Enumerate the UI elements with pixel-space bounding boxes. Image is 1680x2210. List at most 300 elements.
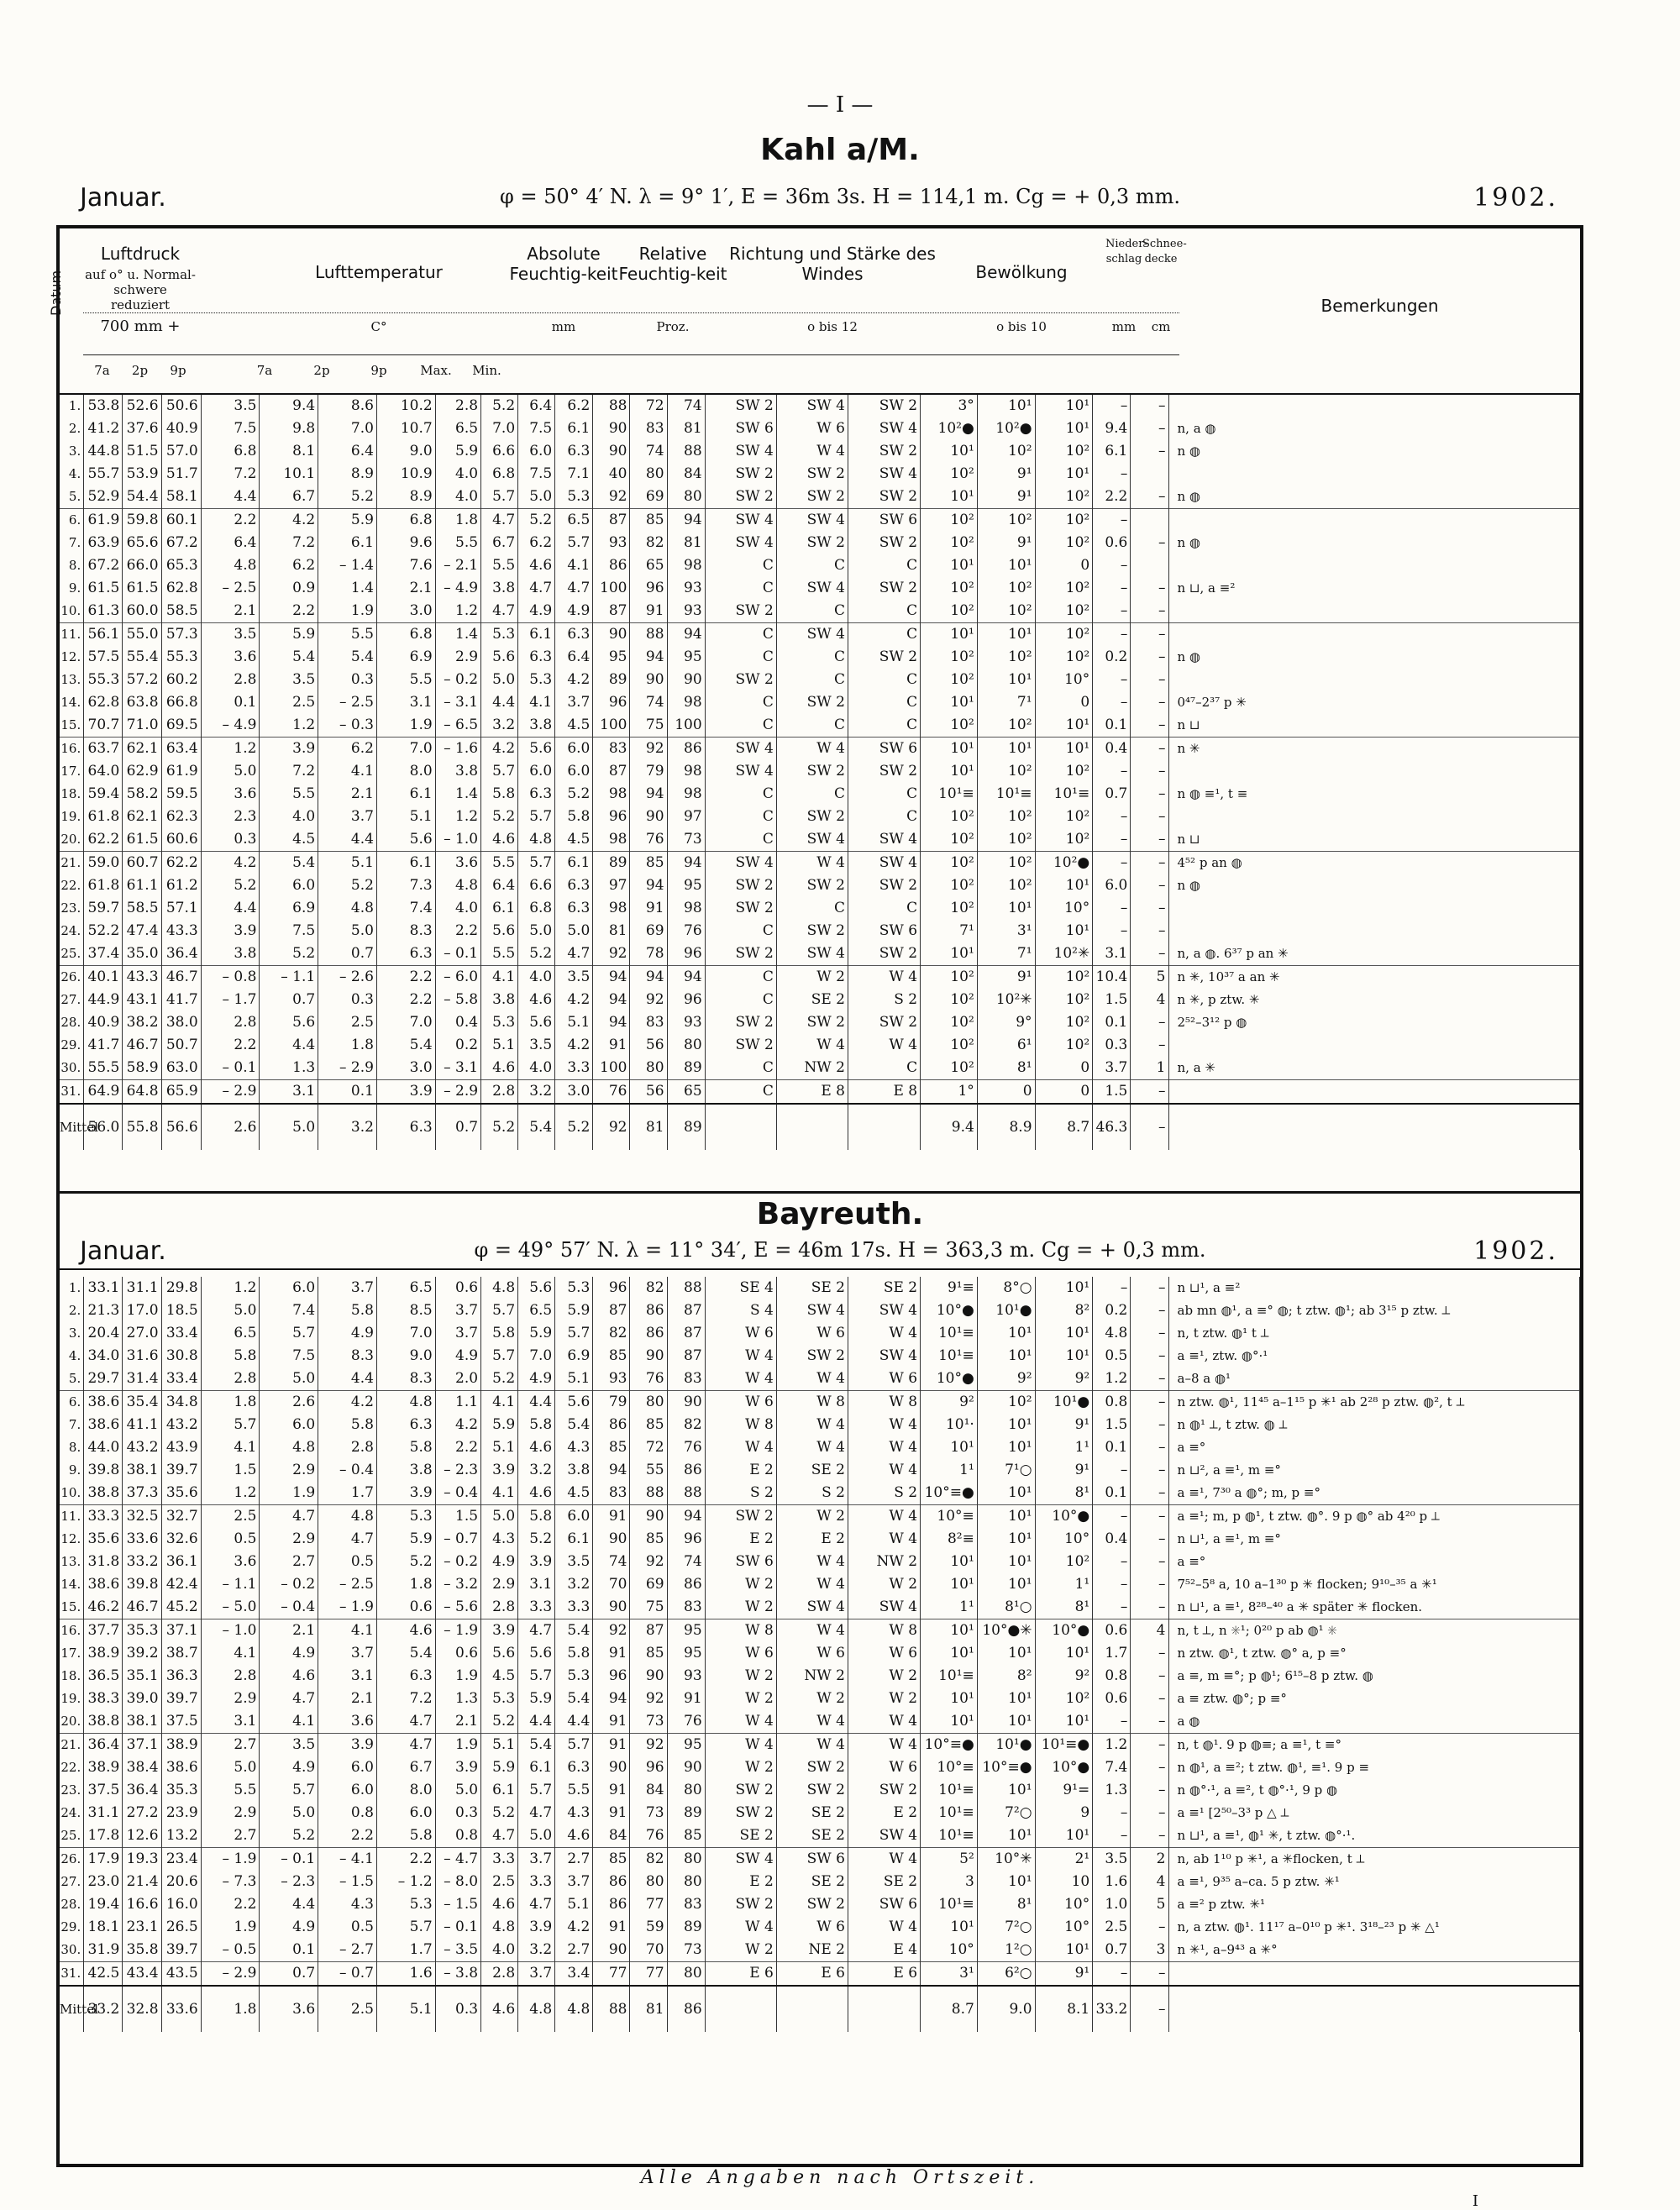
value-cell: 83 [630, 417, 667, 440]
value-cell: W 4 [776, 1619, 848, 1643]
value-cell: 0.6 [1093, 1688, 1131, 1710]
value-cell: 51.5 [123, 440, 161, 463]
value-cell: 10¹ [977, 1414, 1035, 1436]
value-cell: 3.6 [201, 1551, 260, 1573]
value-cell: 10² [1035, 1551, 1093, 1573]
value-cell: 3.6 [260, 1986, 318, 2032]
value-cell: 10¹ [977, 1871, 1035, 1893]
remark-cell: a–8 a ◍¹ [1168, 1367, 1580, 1391]
value-cell: 0.4 [1093, 1528, 1131, 1551]
value-cell: C [776, 669, 848, 691]
value-cell: 76 [630, 828, 667, 852]
value-cell: 2.8 [201, 1665, 260, 1688]
value-cell: – 0.1 [201, 1057, 260, 1080]
value-cell: 5.6 [481, 920, 518, 942]
value-cell: 45.2 [161, 1596, 201, 1619]
value-cell: 10¹ [1035, 463, 1093, 486]
value-cell: 4.9 [518, 1367, 555, 1391]
value-cell: 6.0 [318, 1756, 377, 1779]
value-cell: 10¹≡ [921, 1322, 978, 1345]
value-cell: 6.1 [555, 852, 593, 875]
value-cell: W 2 [776, 966, 848, 990]
value-cell: 1¹ [921, 1459, 978, 1482]
value-cell: SW 2 [705, 600, 776, 623]
value-cell: 61.8 [84, 806, 123, 828]
value-cell: 10² [977, 760, 1035, 783]
value-cell: 5.2 [318, 486, 377, 509]
remark-cell: n ◍ [1168, 874, 1580, 897]
value-cell: 4.0 [435, 486, 480, 509]
value-cell: 3.3 [518, 1596, 555, 1619]
value-cell: NW 2 [776, 1057, 848, 1080]
value-cell: 1.7 [376, 1939, 435, 1962]
value-cell: 5.3 [376, 1505, 435, 1529]
value-cell: 4.1 [260, 1710, 318, 1734]
value-cell: 2.5 [481, 1871, 518, 1893]
value-cell: – [1131, 1802, 1168, 1824]
value-cell: W 2 [705, 1596, 776, 1619]
value-cell: – 2.5 [201, 577, 260, 600]
remark-cell [1168, 1986, 1580, 2032]
value-cell: C [705, 828, 776, 852]
value-cell: – 2.5 [318, 1573, 377, 1596]
value-cell: 9 [1035, 1802, 1093, 1824]
value-cell: 6.0 [260, 874, 318, 897]
value-cell: SW 2 [705, 1505, 776, 1529]
value-cell: 2.9 [260, 1528, 318, 1551]
remark-cell: n ✳, p ztw. ✳ [1168, 989, 1580, 1011]
value-cell: 10²● [977, 417, 1035, 440]
value-cell: – [1131, 1688, 1168, 1710]
value-cell: 5.1 [318, 852, 377, 875]
remark-cell: n ztw. ◍¹, t ztw. ◍° a, p ≡° [1168, 1642, 1580, 1665]
value-cell: 1.8 [318, 1034, 377, 1057]
date-cell: 12. [60, 1528, 84, 1551]
value-cell: 10² [921, 646, 978, 669]
value-cell: 100 [593, 577, 630, 600]
value-cell: 10¹ [1035, 1824, 1093, 1848]
value-cell: 5.8 [481, 783, 518, 806]
value-cell: – 7.3 [201, 1871, 260, 1893]
value-cell: 10¹ [977, 1505, 1035, 1529]
year-label: 1902. [1473, 1236, 1558, 1266]
date-cell: 30. [60, 1939, 84, 1962]
value-cell: 59 [630, 1916, 667, 1939]
remark-cell: n, t ◍¹. 9 p ◍≡; a ≡¹, t ≡° [1168, 1734, 1580, 1757]
value-cell: 10¹ [1035, 1345, 1093, 1367]
value-cell: 3.5 [260, 669, 318, 691]
value-cell: 5.4 [376, 1034, 435, 1057]
value-cell: 5.4 [260, 852, 318, 875]
value-cell [1131, 509, 1168, 533]
value-cell: 88 [630, 623, 667, 647]
value-cell: 85 [593, 1436, 630, 1459]
value-cell: 8.7 [921, 1986, 978, 2032]
value-cell: 37.1 [161, 1619, 201, 1643]
value-cell: 5.0 [260, 1367, 318, 1391]
value-cell: SW 4 [705, 532, 776, 554]
value-cell: SW 2 [776, 1011, 848, 1034]
value-cell: 21.3 [84, 1299, 123, 1322]
value-cell: 46.7 [123, 1034, 161, 1057]
value-cell: 23.9 [161, 1802, 201, 1824]
value-cell: 7.4 [376, 897, 435, 920]
value-cell: 10°● [921, 1367, 978, 1391]
remark-cell [1168, 463, 1580, 486]
station-title-bayreuth: Bayreuth. [756, 1197, 924, 1231]
value-cell: 32.8 [123, 1986, 161, 2032]
value-cell: 10°● [1035, 1505, 1093, 1529]
value-cell: 2.2 [376, 1848, 435, 1871]
value-cell: 10¹ [977, 1482, 1035, 1505]
value-cell: 7¹ [977, 691, 1035, 714]
value-cell: 4.8 [481, 1277, 518, 1299]
value-cell: – [1093, 1573, 1131, 1596]
value-cell: 0.7 [1093, 783, 1131, 806]
date-cell: 10. [60, 1482, 84, 1505]
value-cell: 1.4 [435, 783, 480, 806]
value-cell: 29.8 [161, 1277, 201, 1299]
value-cell: 3.3 [555, 1057, 593, 1080]
value-cell: 69 [630, 486, 667, 509]
value-cell: C [848, 714, 920, 738]
value-cell: 4.7 [518, 1893, 555, 1916]
value-cell: C [848, 1057, 920, 1080]
value-cell: 4.6 [481, 1057, 518, 1080]
value-cell: 10² [921, 989, 978, 1011]
value-cell: 10¹ [921, 623, 978, 647]
value-cell: 58.9 [123, 1057, 161, 1080]
value-cell: 6.8 [481, 463, 518, 486]
value-cell: 6.1 [518, 623, 555, 647]
value-cell: 10.1 [260, 463, 318, 486]
table-row [60, 1057, 1580, 1080]
value-cell: 90 [593, 1528, 630, 1551]
value-cell: – [1131, 1034, 1168, 1057]
value-cell: 6.5 [201, 1322, 260, 1345]
value-cell: 4.1 [518, 691, 555, 714]
value-cell: – 0.2 [435, 1551, 480, 1573]
value-cell: C [848, 554, 920, 577]
value-cell: SE 2 [776, 1802, 848, 1824]
value-cell: 1.9 [260, 1482, 318, 1505]
value-cell: 2.2 [260, 600, 318, 623]
value-cell: – [1131, 1528, 1168, 1551]
value-cell: 46.2 [84, 1596, 123, 1619]
value-cell: 53.8 [84, 395, 123, 417]
value-cell: W 4 [776, 738, 848, 761]
value-cell: 58.5 [123, 897, 161, 920]
date-cell: 18. [60, 1665, 84, 1688]
value-cell: 10¹ [921, 1710, 978, 1734]
value-cell: W 4 [776, 852, 848, 875]
value-cell: 10°≡● [921, 1734, 978, 1757]
value-cell: 91 [667, 1688, 705, 1710]
value-cell: – [1131, 714, 1168, 738]
value-cell: – 5.6 [435, 1596, 480, 1619]
value-cell: E 2 [705, 1459, 776, 1482]
value-cell: – [1131, 669, 1168, 691]
value-cell: 59.5 [161, 783, 201, 806]
date-cell: 26. [60, 1848, 84, 1871]
value-cell: 10¹ [921, 1619, 978, 1643]
value-cell: 17.9 [84, 1848, 123, 1871]
value-cell: 6.0 [555, 738, 593, 761]
table-row [60, 1824, 1580, 1848]
value-cell: 5.6 [481, 646, 518, 669]
value-cell: 4.0 [518, 966, 555, 990]
remark-cell: n ⊔, a ≡² [1168, 577, 1580, 600]
value-cell: 86 [667, 1459, 705, 1482]
value-cell: 5.8 [376, 1436, 435, 1459]
value-cell: 43.5 [161, 1962, 201, 1987]
date-cell: 22. [60, 1756, 84, 1779]
value-cell: – [1131, 874, 1168, 897]
value-cell: 10² [921, 1034, 978, 1057]
table-row [60, 554, 1580, 577]
table-row [60, 1939, 1580, 1962]
value-cell: 98 [593, 783, 630, 806]
value-cell: 86 [630, 1322, 667, 1345]
value-cell: 63.4 [161, 738, 201, 761]
value-cell: C [705, 623, 776, 647]
value-cell: 87 [593, 1299, 630, 1322]
value-cell: 10² [921, 897, 978, 920]
date-cell: 29. [60, 1034, 84, 1057]
value-cell: 92 [593, 486, 630, 509]
table-row [60, 738, 1580, 761]
value-cell: – 2.1 [435, 554, 480, 577]
value-cell: 5.2 [201, 874, 260, 897]
value-cell: W 4 [848, 1848, 920, 1871]
value-cell: – 4.9 [435, 577, 480, 600]
value-cell: 18.1 [84, 1916, 123, 1939]
value-cell: C [848, 806, 920, 828]
coordinates: φ = 49° 57′ N. λ = 11° 34′, E = 46m 17s. H = 363,3 m. Cg = + 0,3 mm. [474, 1238, 1206, 1262]
value-cell: 5.2 [318, 874, 377, 897]
value-cell: 6.6 [518, 874, 555, 897]
date-cell: 14. [60, 1573, 84, 1596]
value-cell: C [776, 554, 848, 577]
value-cell: 20.4 [84, 1322, 123, 1345]
value-cell: 88 [630, 1482, 667, 1505]
value-cell: 9² [1035, 1367, 1093, 1391]
value-cell: 4.8 [481, 1916, 518, 1939]
value-cell: 4.7 [481, 509, 518, 533]
value-cell: 33.6 [161, 1986, 201, 2032]
table-row [60, 1505, 1580, 1529]
value-cell: 43.4 [123, 1962, 161, 1987]
value-cell: 3 [921, 1871, 978, 1893]
value-cell: 0.3 [201, 828, 260, 852]
value-cell: 5.0 [318, 920, 377, 942]
sub-t9p: 9p [370, 363, 387, 378]
value-cell: 0.5 [318, 1551, 377, 1573]
value-cell: 8.1 [260, 440, 318, 463]
value-cell: 89 [667, 1057, 705, 1080]
value-cell: – 5.8 [435, 989, 480, 1011]
value-cell: – [1093, 1277, 1131, 1299]
value-cell: 91 [593, 1802, 630, 1824]
value-cell: 50.6 [161, 395, 201, 417]
value-cell: 5.4 [518, 1104, 555, 1150]
value-cell: – [1131, 1756, 1168, 1779]
value-cell: 77 [630, 1962, 667, 1987]
value-cell: 3.0 [376, 600, 435, 623]
value-cell: – [1093, 669, 1131, 691]
value-cell: 5.9 [555, 1299, 593, 1322]
value-cell: 6.5 [518, 1299, 555, 1322]
col-bemerkungen: Bemerkungen [1320, 296, 1439, 316]
value-cell: 5.7 [518, 806, 555, 828]
value-cell: 66.0 [123, 554, 161, 577]
value-cell: 83 [593, 738, 630, 761]
value-cell: 10² [1035, 828, 1093, 852]
remark-cell: n ⊔¹, a ≡² [1168, 1277, 1580, 1299]
value-cell: 0.1 [1093, 1482, 1131, 1505]
value-cell: 5.8 [318, 1414, 377, 1436]
value-cell: 5.1 [481, 1734, 518, 1757]
value-cell: – [1131, 920, 1168, 942]
value-cell: 33.3 [84, 1505, 123, 1529]
date-cell: 7. [60, 1414, 84, 1436]
table-row [60, 1756, 1580, 1779]
value-cell: 1.8 [201, 1391, 260, 1415]
value-cell: – 3.1 [435, 1057, 480, 1080]
date-cell: 2. [60, 1299, 84, 1322]
remark-cell: n, ab 1¹⁰ p ✳¹, a ✳flocken, t ⟂ [1168, 1848, 1580, 1871]
value-cell: SW 4 [848, 417, 920, 440]
value-cell: 10°✳ [977, 1848, 1035, 1871]
date-cell: 19. [60, 806, 84, 828]
value-cell: 1.2 [1093, 1367, 1131, 1391]
value-cell: 6.3 [555, 1756, 593, 1779]
value-cell: 93 [593, 532, 630, 554]
value-cell: 6.2 [318, 738, 377, 761]
value-cell: 62.2 [161, 852, 201, 875]
value-cell: 2.2 [201, 1893, 260, 1916]
value-cell: 77 [593, 1962, 630, 1987]
value-cell: 63.9 [84, 532, 123, 554]
value-cell: 6.0 [1093, 874, 1131, 897]
value-cell: 1.2 [201, 738, 260, 761]
value-cell: 10°≡● [977, 1756, 1035, 1779]
value-cell: 35.6 [84, 1528, 123, 1551]
value-cell: W 6 [705, 1322, 776, 1345]
value-cell: 3.1 [260, 1080, 318, 1105]
value-cell: 4.5 [555, 828, 593, 852]
value-cell: 9¹ [977, 463, 1035, 486]
value-cell: 10² [921, 509, 978, 533]
value-cell: 5.1 [481, 1436, 518, 1459]
value-cell: 6.4 [518, 395, 555, 417]
value-cell: 1.2 [201, 1482, 260, 1505]
value-cell: 81 [667, 532, 705, 554]
value-cell: 5.6 [518, 1011, 555, 1034]
value-cell: 5.7 [260, 1779, 318, 1802]
value-cell: 4.7 [376, 1734, 435, 1757]
value-cell: 10² [1035, 486, 1093, 509]
value-cell: 95 [593, 646, 630, 669]
value-cell: 7¹ [921, 920, 978, 942]
value-cell: 94 [630, 874, 667, 897]
value-cell: – [1131, 1824, 1168, 1848]
value-cell: 53.9 [123, 463, 161, 486]
value-cell: 10° [1035, 1916, 1093, 1939]
value-cell: 7.0 [518, 1345, 555, 1367]
value-cell: W 4 [848, 1322, 920, 1345]
value-cell: 6.3 [376, 1665, 435, 1688]
value-cell: 46.7 [161, 966, 201, 990]
value-cell: 0 [977, 1080, 1035, 1105]
col-nieder: Nieder-schlag [1105, 238, 1147, 265]
value-cell: 6.9 [376, 646, 435, 669]
value-cell: 4.8 [518, 1986, 555, 2032]
value-cell: 1.6 [1093, 1871, 1131, 1893]
value-cell: SW 2 [705, 1034, 776, 1057]
value-cell: – [1131, 1710, 1168, 1734]
value-cell: 90 [593, 440, 630, 463]
value-cell: 96 [667, 989, 705, 1011]
value-cell: 7¹○ [977, 1459, 1035, 1482]
value-cell: 5² [921, 1848, 978, 1871]
value-cell: 3.5 [555, 1551, 593, 1573]
value-cell: 9² [977, 1367, 1035, 1391]
value-cell: 7.2 [201, 463, 260, 486]
value-cell: 0.6 [1093, 532, 1131, 554]
value-cell: 87 [667, 1322, 705, 1345]
value-cell: 3.8 [481, 577, 518, 600]
value-cell: 35.8 [123, 1939, 161, 1962]
value-cell: W 2 [848, 1665, 920, 1688]
value-cell: 10¹≡ [921, 1665, 978, 1688]
value-cell: SW 2 [705, 1011, 776, 1034]
value-cell: 8.0 [376, 1779, 435, 1802]
value-cell: 62.2 [84, 828, 123, 852]
col-lufttemperatur-unit: C° [370, 319, 387, 334]
value-cell: SW 6 [705, 417, 776, 440]
value-cell: E 8 [776, 1080, 848, 1105]
value-cell: 78 [630, 942, 667, 966]
value-cell: 72 [630, 1436, 667, 1459]
value-cell: 96 [593, 806, 630, 828]
value-cell: 10¹ [977, 1779, 1035, 1802]
value-cell: 5.8 [518, 1414, 555, 1436]
value-cell: 82 [630, 1848, 667, 1871]
value-cell: 0.3 [435, 1802, 480, 1824]
value-cell: 10² [1035, 1034, 1093, 1057]
remark-cell: n ⊔ [1168, 714, 1580, 738]
value-cell: 4.8 [518, 828, 555, 852]
value-cell: 2.5 [318, 1986, 377, 2032]
value-cell: 94 [630, 966, 667, 990]
value-cell: 83 [593, 1482, 630, 1505]
value-cell: 2.1 [260, 1619, 318, 1643]
value-cell: 73 [667, 828, 705, 852]
value-cell: – [1093, 463, 1131, 486]
value-cell: 23.0 [84, 1871, 123, 1893]
value-cell: SW 2 [705, 874, 776, 897]
value-cell: 10² [977, 600, 1035, 623]
value-cell: – 0.4 [318, 1459, 377, 1482]
value-cell: 64.9 [84, 1080, 123, 1105]
value-cell: W 2 [776, 1688, 848, 1710]
value-cell: 3.4 [555, 1962, 593, 1987]
value-cell: 79 [593, 1391, 630, 1415]
value-cell: 10²✳ [977, 989, 1035, 1011]
date-cell: 16. [60, 738, 84, 761]
value-cell: 1.9 [435, 1734, 480, 1757]
